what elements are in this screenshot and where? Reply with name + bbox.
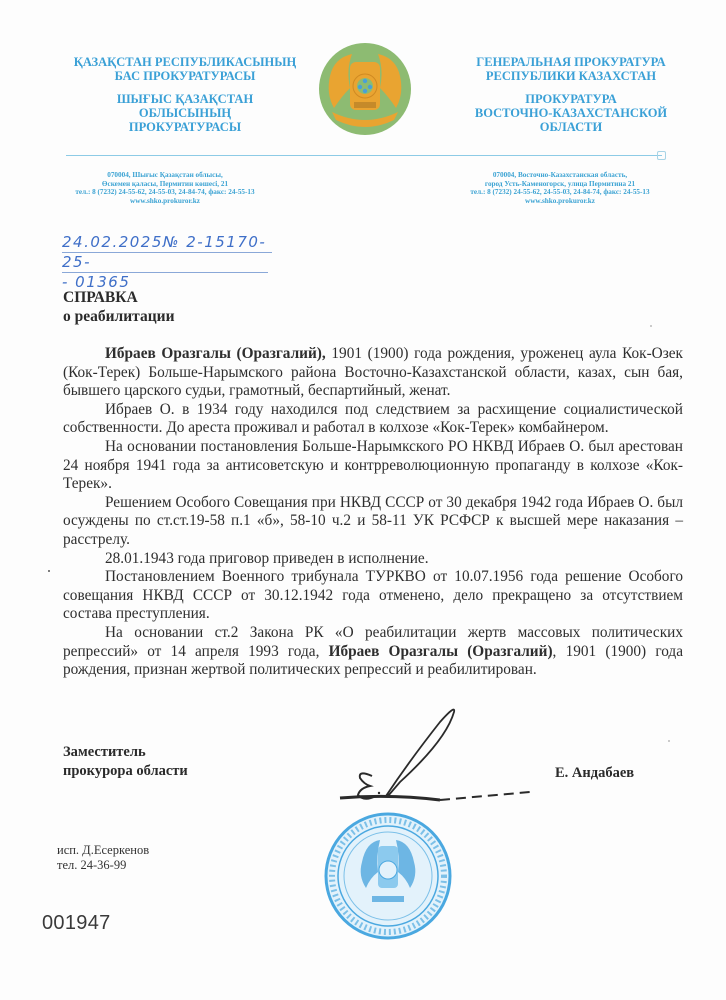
state-emblem-icon (312, 36, 418, 142)
org-line: БАС ПРОКУРАТУРАСЫ (114, 69, 256, 83)
title-heading: СПРАВКА (63, 289, 138, 306)
scan-speck (650, 325, 652, 327)
title-subheading: о реабилитации (63, 308, 175, 325)
address-phone: тел.: 8 (7232) 24-55-62, 24-55-03, 24-84-74, факс: 24-55-13 (470, 188, 650, 197)
address-website: www.shko.prokuror.kz (130, 196, 200, 205)
address-line: 070004, Восточно-Казахстанская область, (492, 171, 628, 179)
scan-speck (668, 740, 670, 742)
registration-line: 24.02.2025№ 2-15170-25- (62, 233, 267, 271)
sub-org-line: ВОСТОЧНО-КАЗАХСТАНСКОЙ (474, 106, 668, 120)
document-body (63, 345, 683, 680)
registration-underline (62, 272, 268, 273)
official-seal-stamp (318, 806, 458, 946)
executor-info (57, 843, 149, 873)
divider-end-mark (657, 151, 666, 160)
address-phone: тел.: 8 (7232) 24-55-62, 24-55-03, 24-84-74, факс: 24-55-13 (75, 188, 255, 197)
form-serial-number: 001947 (42, 912, 111, 934)
address-line: 070004, Шығыс Қазақстан облысы, (107, 171, 223, 179)
executor-name: исп. Д.Есеркенов (57, 843, 150, 857)
address-website: www.shko.prokuror.kz (525, 196, 595, 205)
registration-line: - 01365 (62, 273, 131, 291)
address-line: город Усть-Каменогорск, улица Пермитина 21 (484, 179, 636, 188)
position-line: прокурора области (63, 763, 188, 779)
address-russian (452, 171, 668, 205)
paragraph (63, 624, 683, 680)
registration-number (62, 232, 292, 292)
letterhead-kazakh (60, 55, 310, 134)
letterhead-divider (66, 155, 662, 156)
scan-speck (48, 570, 50, 572)
address-kazakh (75, 171, 255, 205)
sub-org-line: ШЫҒЫС ҚАЗАҚСТАН (116, 92, 254, 106)
sub-org-line: ПРОКУРАТУРАСЫ (128, 120, 242, 134)
letterhead-russian (446, 55, 696, 134)
signatory-name: Е. Андабаев (555, 765, 635, 781)
handwritten-signature (330, 700, 540, 810)
org-line: ҚАЗАҚСТАН РЕСПУБЛИКАСЫНЫҢ (73, 55, 297, 69)
paragraph: Постановлением Военного трибунала ТУРКВО от 10.07.1956 года решение Особого совещания НКВД СССР от 30.12.1942 года отменено, дело прекращено за отсутствием состава преступления. (63, 568, 683, 623)
paragraph: 28.01.1943 года приговор приведен в исполнение. (105, 549, 429, 567)
address-line: Өскемен қаласы, Пермитин көшесі, 21 (101, 179, 229, 188)
paragraph: На основании постановления Больше-Нарымкского РО НКВД Ибраев О. был арестован 24 ноября 1941 года за антисоветскую и контрреволюционную пропаганду в колхозе «Кок-Терек». (63, 437, 683, 493)
signatory-position (63, 743, 188, 781)
sub-org-line: ПРОКУРАТУРА (525, 92, 617, 106)
paragraph: Ибраев О. в 1934 году находился под следствием за расхищение социалистической собственности. До ареста проживал и работал в колхозе «Кок-Терек» комбайнером. (63, 400, 683, 437)
paragraph-text: 1901 (1900) года рождения, уроженец аула Кок-Озек (Кок-Терек) Больше-Нарымского района Восточно-Казахстанской области, казах, сын бая, бывшего царского судьи, грамотный, беспартийный, женат. (63, 345, 683, 400)
paragraph-text: На основании ст.2 Закона РК «О реабилитации жертв массовых политических репрессий» от 14 апреля 1993 года, (63, 623, 683, 660)
registration-underline (62, 252, 272, 253)
org-line: ГЕНЕРАЛЬНАЯ ПРОКУРАТУРА (476, 55, 666, 69)
paragraph (63, 345, 683, 401)
paragraph: Решением Особого Совещания при НКВД СССР от 30 декабря 1942 года Ибраев О. был осуждены по ст.ст.19-58 п.1 «б», 58-10 ч.2 и 58-11 УК РСФСР к высшей мере наказания – расстрелу. (63, 493, 683, 548)
sub-org-line: ОБЛАСТИ (539, 120, 603, 134)
person-name: Ибраев Оразгалы (Оразгалий), (105, 345, 326, 362)
sub-org-line: ОБЛЫСЫНЫҢ (138, 106, 232, 120)
paragraph-text: , 1901 (1900) года рождения, признан жертвой политических репрессий и реабилитирован. (63, 642, 684, 679)
person-name: Ибраев Оразгалы (Оразгалий) (328, 642, 553, 660)
org-line: РЕСПУБЛИКИ КАЗАХСТАН (485, 69, 657, 83)
position-line: Заместитель (63, 744, 146, 760)
executor-phone: тел. 24-36-99 (57, 858, 127, 872)
document-title (63, 288, 175, 326)
